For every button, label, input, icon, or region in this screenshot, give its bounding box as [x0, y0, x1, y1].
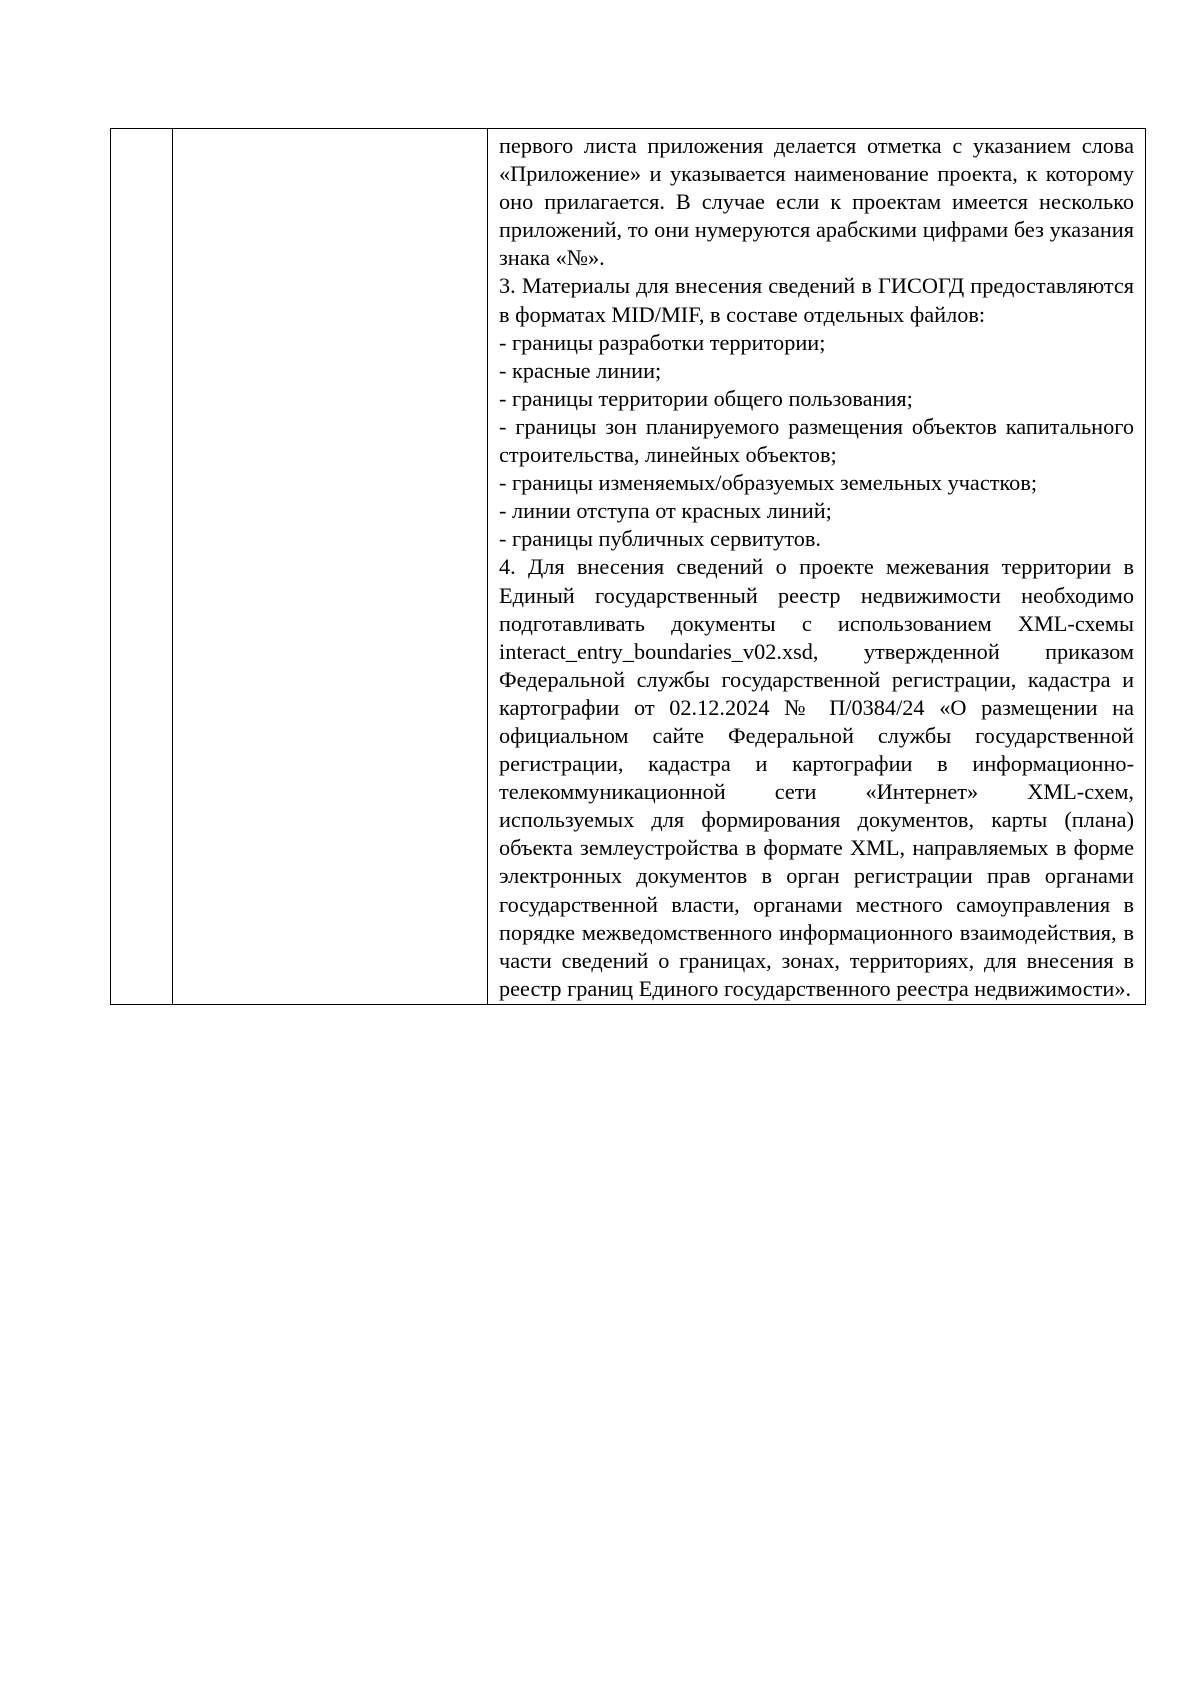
list-item: - границы разработки территории; — [499, 329, 826, 355]
list-item: - границы территории общего пользования; — [499, 385, 913, 411]
table-cell-requirements — [488, 129, 1146, 1005]
list-item: - границы публичных сервитутов. — [499, 526, 821, 552]
list-item: - границы зон планируемого размещения объектов капитального строительства, линейных объектов; — [499, 413, 1134, 468]
paragraph-appendix-continuation: первого листа приложения делается отметка с указанием слова «Приложение» и указывается наименование проекта, к которому оно прилагается. В случае если к проектам имеется несколько приложений, то они нумеруются арабскими цифрами без указания знака «№». — [499, 133, 1134, 271]
paragraph-item-3: 3. Материалы для внесения сведений в ГИСОГД предоставляются в форматах MID/MIF, в составе отдельных файлов: — [499, 273, 1134, 327]
paragraph-item-4: 4. Для внесения сведений о проекте межевания территории в Единый государственный реестр недвижимости необходимо подготавливать документы с использованием XML-схемы interact_entry_boundaries_v02.xsd, утвержденной приказом Федеральной службы государственной регистрации, кадастра и картографии от 02.12.2024 № П/0384/24 «О размещении на официальном сайте Федеральной службы государственной регистрации, кадастра и картографии в информационно-телекоммуникационной сети «Интернет» XML-схем, используемых для формирования документов, карты (плана) объекта землеустройства в формате XML, направляемых в форме электронных документов в орган регистрации прав органами государственной власти, органами местного самоуправления в порядке межведомственного информационного взаимодействия, в части сведений о границах, зонах, территориях, для внесения в реестр границ Единого государственного реестра недвижимости». — [499, 554, 1134, 1001]
list-item: - линии отступа от красных линий; — [499, 498, 832, 524]
table-cell-name — [173, 129, 488, 1005]
requirements-text — [488, 129, 1145, 1004]
table-cell-number — [111, 129, 173, 1005]
list-item: - красные линии; — [499, 357, 662, 383]
document-table — [110, 128, 1146, 1005]
list-item: - границы изменяемых/образуемых земельных участков; — [499, 470, 1038, 496]
table-row — [111, 129, 1146, 1005]
